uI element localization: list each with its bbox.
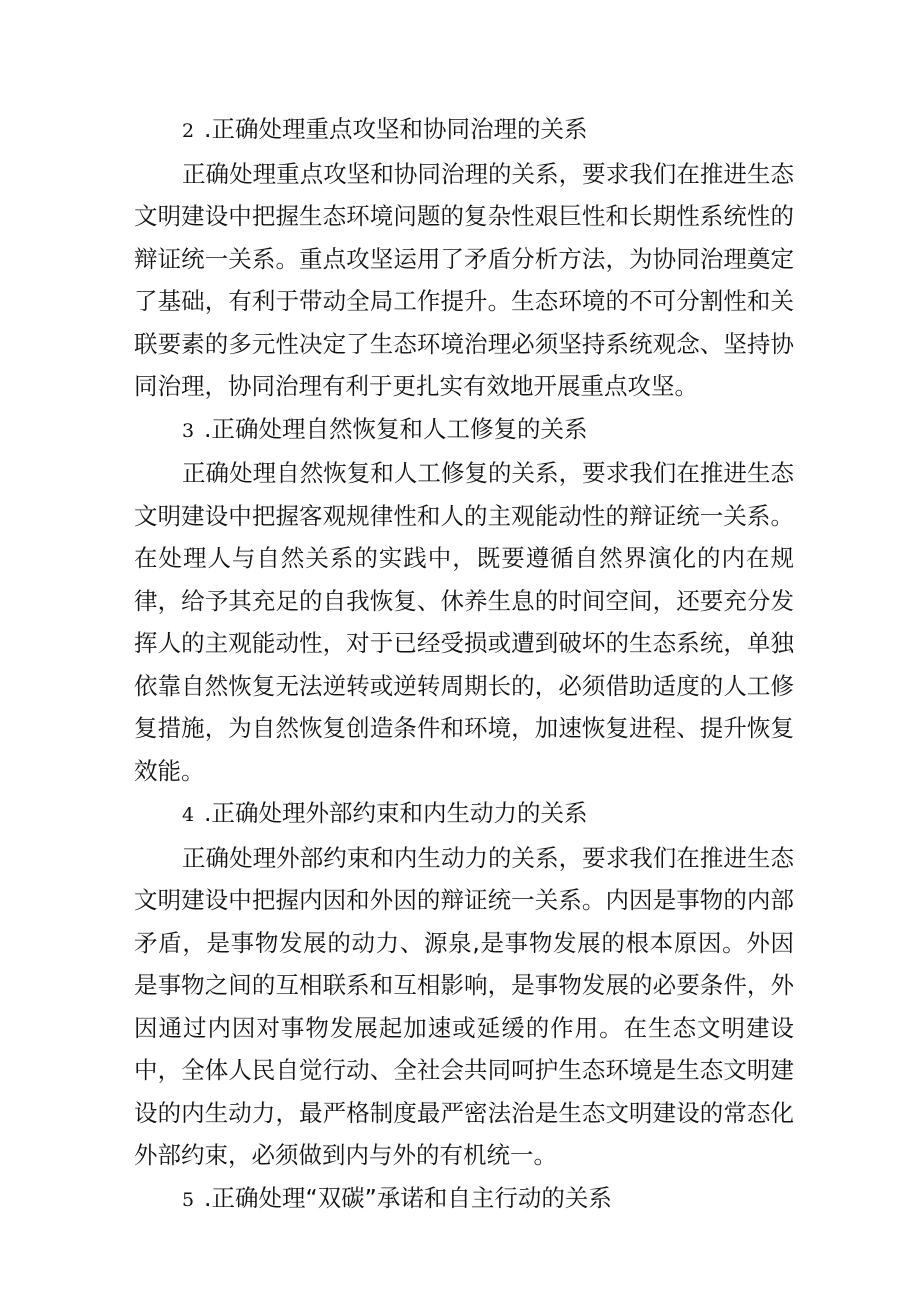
section-heading-3 [134,408,794,453]
section-heading-2 [134,108,794,153]
document-body [134,108,794,1221]
section-paragraph-4: 正确处理外部约束和内生动力的关系，要求我们在推进生态文明建设中把握内因和外因的辩证统一关系。内因是事物的内部矛盾，是事物发展的动力、源泉,是事物发展的根本原因。外因是事物之间的互相联系和互相影响，是事物发展的必要条件，外因通过内因对事物发展起加速或延缓的作用。在生态文明建设中，全体人民自觉行动、全社会共同呵护生态环境是生态文明建设的内生动力，最严格制度最严密法治是生态文明建设的常态化外部约束，必须做到内与外的有机统一。 [134,843,794,1169]
section-number: 3 [182,419,195,442]
section-number: 2 [182,120,195,142]
section-paragraph-3: 正确处理自然恢复和人工修复的关系，要求我们在推进生态文明建设中把握客观规律性和人的主观能动性的辩证统一关系。在处理人与自然关系的实践中，既要遵循自然界演化的内在规律，给予其充足的自我恢复、休养生息的时间空间，还要充分发挥人的主观能动性，对于已经受损或遭到破坏的生态系统，单独依靠自然恢复无法逆转或逆转周期长的，必须借助适度的人工修复措施，为自然恢复创造条件和环境，加速恢复进程、提升恢复效能。 [134,459,794,785]
section-title: .正确处理重点攻坚和协同治理的关系 [204,115,588,143]
section-heading-4 [134,792,794,837]
section-paragraph-2: 正确处理重点攻坚和协同治理的关系，要求我们在推进生态文明建设中把握生态环境问题的复杂性艰巨性和长期性系统性的辩证统一关系。重点攻坚运用了矛盾分析方法，为协同治理奠定了基础，有利于带动全局工作提升。生态环境的不可分割性和关联要素的多元性决定了生态环境治理必须坚持系统观念、坚持协同治理，协同治理有利于更扎实有效地开展重点攻坚。 [134,159,794,400]
section-title: .正确处理自然恢复和人工修复的关系 [204,414,588,443]
section-heading-5 [134,1177,794,1222]
section-title: .正确处理“双碳”承诺和自主行动的关系 [204,1183,612,1212]
section-number: 5 [182,1188,195,1211]
section-number: 4 [182,804,195,826]
section-title: .正确处理外部约束和内生动力的关系 [204,799,588,827]
